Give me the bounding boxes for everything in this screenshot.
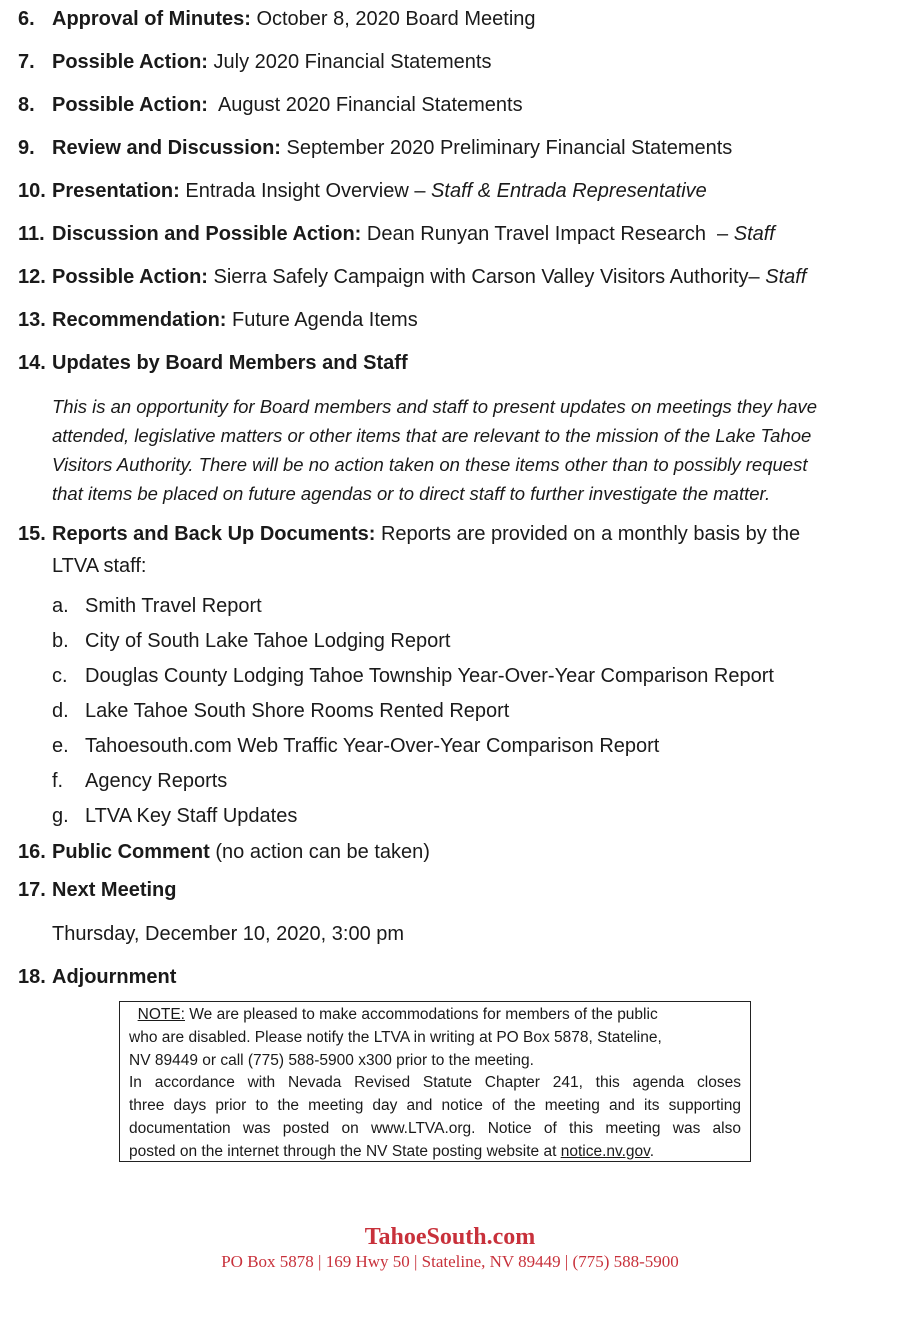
description-line: Visitors Authority. There will be no action taken on these items other than to possibly request	[52, 454, 808, 475]
report-letter: e.	[52, 735, 69, 757]
reports-text-continued: LTVA staff:	[52, 555, 147, 577]
item-text: Future Agenda Items	[226, 309, 418, 331]
item-text: October 8, 2020 Board Meeting	[250, 8, 536, 30]
item-number: 9.	[18, 137, 35, 159]
item-number: 18.	[18, 966, 46, 988]
item-number: 6.	[18, 8, 35, 30]
agenda-item-12	[18, 265, 878, 289]
report-title: LTVA Key Staff Updates	[85, 805, 298, 827]
item-label: Discussion and Possible Action:	[52, 223, 362, 245]
report-title: Douglas County Lodging Tahoe Township Year-Over-Year Comparison Report	[85, 665, 774, 687]
item-text: August 2020 Financial Statements	[207, 94, 523, 116]
report-item-a	[52, 594, 262, 618]
note-line-7-end: .	[649, 1142, 655, 1160]
note-line-7	[129, 1141, 741, 1164]
report-letter: g.	[52, 805, 69, 827]
item-number: 15.	[18, 523, 46, 545]
item-number: 13.	[18, 309, 46, 331]
item-label: Possible Action:	[52, 94, 208, 116]
item-text: September 2020 Preliminary Financial Statements	[280, 137, 733, 159]
item-text: Entrada Insight Overview –	[179, 180, 432, 202]
report-item-d	[52, 699, 509, 723]
note-line-2: who are disabled. Please notify the LTVA in writing at PO Box 5878, Stateline,	[129, 1028, 662, 1046]
agenda-item-10	[18, 179, 878, 203]
item-number: 12.	[18, 266, 46, 288]
footer-brand[interactable]: TahoeSouth.com	[364, 1224, 536, 1250]
notice-website-link[interactable]: notice.nv.gov	[560, 1142, 650, 1160]
item-label: Approval of Minutes:	[52, 8, 251, 30]
item-label: Possible Action:	[52, 266, 208, 288]
item-number: 14.	[18, 352, 46, 374]
item-text: (no action can be taken)	[209, 841, 430, 863]
item-text: Reports are provided on a monthly basis by the	[375, 523, 801, 545]
note-line-7-text: posted on the internet through the NV State posting website at	[129, 1142, 561, 1160]
agenda-item-11	[18, 222, 878, 246]
item-text: Dean Runyan Travel Impact Research –	[361, 223, 734, 245]
report-letter: d.	[52, 700, 69, 722]
description-line: that items be placed on future agendas or to direct staff to further investigate the matter.	[52, 483, 771, 504]
agenda-item-15	[18, 522, 878, 546]
item-label: Possible Action:	[52, 51, 208, 73]
item-presenter: Staff	[765, 266, 807, 288]
report-title: Agency Reports	[85, 770, 228, 792]
item-text: July 2020 Financial Statements	[207, 51, 492, 73]
item-label: Updates by Board Members and Staff	[52, 352, 408, 374]
agenda-item-13	[18, 308, 878, 332]
report-item-e	[52, 734, 659, 758]
agenda-item-17	[18, 878, 878, 902]
updates-description	[52, 392, 882, 508]
agenda-item-18	[18, 965, 878, 989]
report-title: Lake Tahoe South Shore Rooms Rented Report	[85, 700, 510, 722]
note-line-1	[129, 1004, 741, 1027]
report-title: Tahoesouth.com Web Traffic Year-Over-Year Comparison Report	[85, 735, 660, 757]
item-label: Review and Discussion:	[52, 137, 281, 159]
item-label: Presentation:	[52, 180, 180, 202]
note-line-3: NV 89449 or call (775) 588-5900 x300 prior to the meeting.	[129, 1051, 534, 1069]
item-presenter: Staff & Entrada Representative	[431, 180, 707, 202]
report-title: City of South Lake Tahoe Lodging Report	[85, 630, 451, 652]
agenda-item-9	[18, 136, 878, 160]
agenda-item-7	[18, 50, 878, 74]
agenda-item-8	[18, 93, 878, 117]
report-item-g	[52, 804, 297, 828]
item-label: Reports and Back Up Documents:	[52, 523, 376, 545]
note-line-5: three days prior to the meeting day and notice of the meeting and its supporting	[129, 1097, 741, 1115]
agenda-item-14	[18, 351, 878, 375]
description-line: This is an opportunity for Board members and staff to present updates on meetings they have	[52, 396, 818, 417]
agenda-item-6	[18, 7, 878, 31]
report-letter: c.	[52, 665, 68, 687]
note-heading: NOTE:	[137, 1006, 185, 1023]
item-number: 16.	[18, 841, 46, 863]
item-label: Recommendation:	[52, 309, 227, 331]
item-label: Next Meeting	[52, 879, 177, 901]
item-number: 10.	[18, 180, 46, 202]
report-item-b	[52, 629, 450, 653]
item-number: 7.	[18, 51, 35, 73]
item-label: Public Comment	[52, 841, 210, 863]
report-item-f	[52, 769, 227, 793]
report-letter: b.	[52, 630, 69, 652]
item-presenter: Staff	[733, 223, 775, 245]
footer-address: PO Box 5878 | 169 Hwy 50 | Stateline, NV 89449 | (775) 588-5900	[221, 1252, 679, 1271]
report-title: Smith Travel Report	[85, 595, 262, 617]
item-text: Sierra Safely Campaign with Carson Valley Visitors Authority–	[207, 266, 766, 288]
next-meeting-date: Thursday, December 10, 2020, 3:00 pm	[52, 923, 405, 945]
note-line-1-text: We are pleased to make accommodations for members of the public	[185, 1006, 658, 1023]
item-number: 17.	[18, 879, 46, 901]
description-line: attended, legislative matters or other items that are relevant to the mission of the Lake Tahoe	[52, 425, 812, 446]
report-letter: a.	[52, 595, 69, 617]
item-number: 8.	[18, 94, 35, 116]
agenda-item-16	[18, 840, 878, 864]
report-item-c	[52, 664, 774, 688]
item-number: 11.	[18, 223, 45, 245]
item-label: Adjournment	[52, 966, 177, 988]
note-line-6: documentation was posted on www.LTVA.org. Notice of this meeting was also	[129, 1119, 741, 1137]
accommodation-note-box	[119, 1001, 751, 1162]
note-line-4: In accordance with Nevada Revised Statute Chapter 241, this agenda closes	[129, 1074, 741, 1092]
report-letter: f.	[52, 770, 64, 792]
